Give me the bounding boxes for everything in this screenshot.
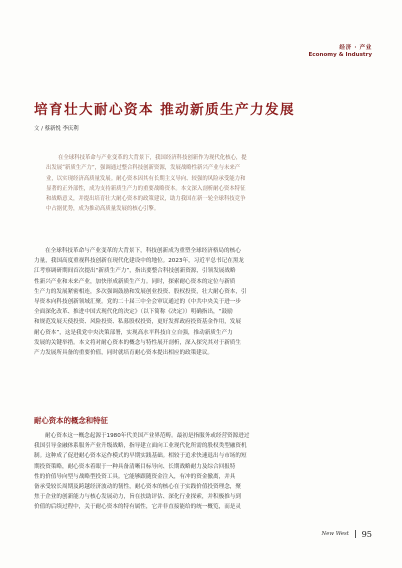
abstract-line: 在全球科技革命与产业变革的大背景下，我国经济科技创新作为现代化核心，提 bbox=[58, 155, 247, 161]
body-line: 我国引导金融体系服务产业升级战略，指导建立面向工业现代化所需的股权类型融资机 bbox=[34, 443, 247, 450]
body-line: 制。这种成了促进耐心资本运作模式的早期实践基础。相较于追求快速退出与市场的短 bbox=[34, 453, 247, 460]
body-line: 导资本向科技创新领域汇聚。党的二十届三中全会审议通过的《中共中央关于进一步 bbox=[34, 298, 241, 305]
body-line: 产力发展所具备的重要价值，同时就培育耐心资本提出相应的政策建议。 bbox=[34, 349, 214, 356]
body-line: 焦于企业的创新能力与核心发展动力，旨在扶助评估、深化行业探索，并积极推与到 bbox=[34, 494, 241, 501]
body-line: 期投资策略，耐心资本着眼于一种具备清晰目标导向、长期战略耐力及综合回报特 bbox=[34, 463, 236, 470]
abstract-line: 业，以实现经济高质量发展。耐心资本因其有长期主义导向、较强的风险承受能力和 bbox=[46, 175, 246, 182]
body-line: 价值的后续过程中，关于耐心资本的特有属性，它并非直接能给的统一概览，而是灵 bbox=[34, 504, 241, 511]
body-line: 力量，我国高度重视科技创新在现代化建设中的地位。2023年，习近平总书记在黑龙 bbox=[34, 258, 245, 265]
article-authors bbox=[34, 124, 79, 132]
abstract-line: 和战略意义，并提出培育壮大耐心资本的政策建议，助力我国在新一轮全球科技竞争 bbox=[46, 196, 246, 203]
section-label bbox=[308, 43, 372, 58]
body-line: 耐心资本”，这是我党中央决策部署，实现高水平科技自立自强，推动新质生产力 bbox=[34, 329, 233, 336]
body-line: 耐心资本这一概念起源于1980年代美国产业界范畴。最初是指服务或经营资源进过 bbox=[45, 433, 250, 439]
body-line: 备承受较长周期及跨越经济波动的韧性，耐心资本的核心在于实践价值投资理念，聚 bbox=[34, 483, 241, 490]
section-name-cn: 经济 · 产业 bbox=[339, 45, 372, 51]
article-title: 培育壮大耐心资本 推动新质生产力发展 bbox=[34, 102, 296, 118]
page-number: 95 bbox=[361, 529, 372, 539]
intro-paragraph bbox=[34, 246, 367, 358]
footer-divider bbox=[355, 530, 356, 538]
body-line: 江考察调研期间首次提出“新质生产力”，指出要整合科技创新资源，引领发展战略 bbox=[34, 268, 236, 275]
body-line: 发展的关键举措。本文将对耐心资本的概念与特性展开剖析，深入探究其对于新质生 bbox=[34, 339, 241, 346]
publication-name: New West bbox=[321, 531, 349, 537]
section-heading: 耐心资本的概念和特征 bbox=[34, 416, 108, 425]
body-line: 性的价值导向型与战略型投资工具。它能够跟随资金注入，有冲的资金撤离，并具 bbox=[34, 473, 236, 480]
body-line: 在全球科技革命与产业变革的大背景下，科技创新成为重塑全球经济格局的核心 bbox=[45, 248, 241, 254]
abstract-line: 出发展“新质生产力”，强调通过整合科技创新资源，发展战略性新兴产业与未来产 bbox=[46, 165, 241, 172]
abstract-line: 中占据优势，成为推动高质量发展的核心引擎。 bbox=[46, 206, 160, 213]
authors-names: 蔡新悦 李庆利 bbox=[44, 126, 79, 132]
article-abstract bbox=[46, 153, 364, 215]
body-line: 和规范发展天使投资、风险投资、私募股权投资，更好发挥政府投资基金作用，发展 bbox=[34, 319, 241, 326]
authors-label: 文 / bbox=[34, 126, 45, 132]
body-line: 性新兴产业和未来产业，加快形成新质生产力。同时，探索耐心资本的定位与新质 bbox=[34, 278, 236, 285]
body-line: 全面深化改革、推进中国式现代化的决定》（以下简称《决定》）明确指出，“鼓励 bbox=[34, 309, 233, 316]
page-footer bbox=[322, 529, 372, 539]
concept-paragraph bbox=[34, 431, 367, 513]
section-name-en: Economy & Industry bbox=[308, 52, 372, 58]
body-line: 生产力的发展紧密相连，多次强调鼓励和发展创业投资、股权投资，壮大耐心资本，引 bbox=[34, 288, 247, 295]
abstract-line: 显著的正外部性，成为支持新质生产力的重要战略资本。本文深入剖析耐心资本特征 bbox=[46, 185, 246, 192]
